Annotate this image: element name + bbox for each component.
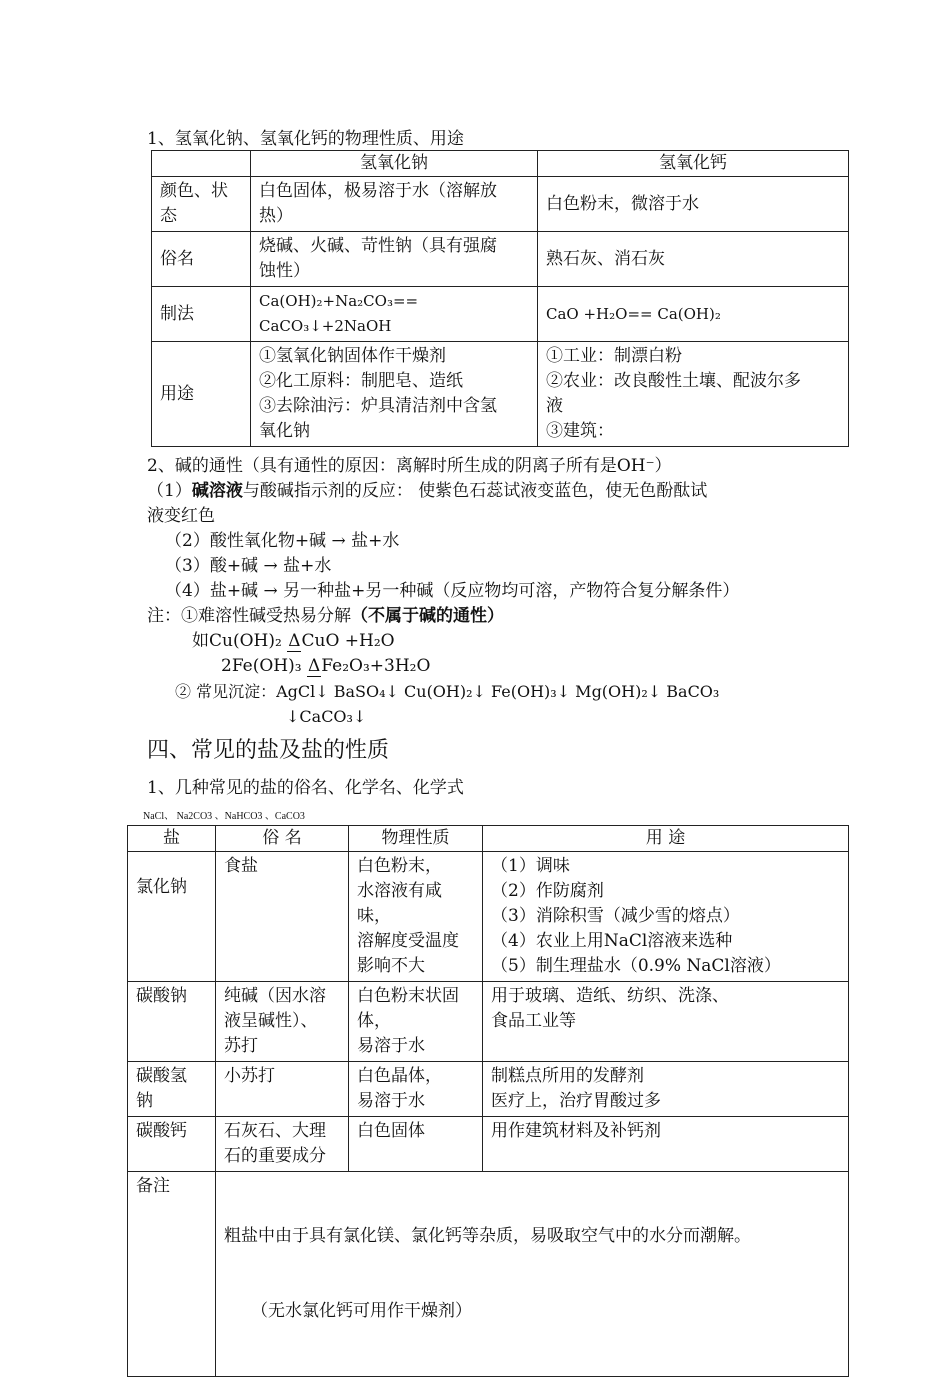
- precipitates-line-2: ↓CaCO₃↓: [286, 707, 367, 726]
- row-label: 俗名: [152, 232, 251, 287]
- cell-line: 医疗上，治疗胃酸过多: [491, 1091, 661, 1111]
- property-1-continued: 液变红色: [147, 506, 215, 526]
- physical-property: [349, 1062, 483, 1117]
- header-caoh: 氢氧化钙: [538, 151, 849, 177]
- row-label: 颜色、状态: [152, 177, 251, 232]
- section2-title: 2、碱的通性（具有通性的原因：离解时所生成的阴离子所有是OH⁻）: [147, 456, 672, 476]
- naoh-cell: [251, 232, 538, 287]
- caoh-cell: [538, 287, 849, 342]
- cell-line: 用作建筑材料及补钙剂: [491, 1121, 661, 1141]
- header-common-name: 俗 名: [216, 826, 349, 852]
- header-blank: [152, 151, 251, 177]
- cell-line: 白色晶体，: [357, 1066, 442, 1086]
- cell-line: 石灰石、大理: [224, 1121, 326, 1141]
- note-line: [147, 604, 504, 629]
- salt-name: [128, 1117, 216, 1172]
- property-1-bold: 碱溶液: [191, 481, 243, 501]
- cell-line: 碳酸钙: [136, 1121, 187, 1141]
- equation-2: [221, 654, 430, 679]
- header-physical: 物理性质: [349, 826, 483, 852]
- cell-line: CaCO₃↓+2NaOH: [259, 317, 392, 335]
- naoh-cell: [251, 287, 538, 342]
- cell-line: 苏打: [224, 1036, 258, 1056]
- caoh-cell: [538, 342, 849, 447]
- cell-line: 液: [546, 396, 563, 416]
- note-text: 注：①难溶性碱受热易分解: [147, 606, 351, 626]
- cell-line: （无水氯化钙可用作干燥剂）: [224, 1301, 473, 1321]
- uses: [483, 852, 849, 982]
- cell-line: （5）制生理盐水（0.9% NaCl溶液）: [491, 956, 781, 976]
- section1-title: 1、氢氧化钠、氢氧化钙的物理性质、用途: [147, 129, 464, 149]
- row-label: 制法: [152, 287, 251, 342]
- physical-property: [349, 852, 483, 982]
- common-name: [216, 982, 349, 1062]
- uses: [483, 982, 849, 1062]
- cell-line: 熟石灰、消石灰: [546, 248, 665, 269]
- cell-line: （2）作防腐剂: [491, 881, 604, 901]
- uses: [483, 1117, 849, 1172]
- cell-line: 食盐: [224, 856, 258, 876]
- cell-line: 液呈碱性）、: [224, 1011, 318, 1031]
- cell-line: 食品工业等: [491, 1011, 576, 1031]
- cell-line: 水溶液有咸: [357, 881, 442, 901]
- cell-line: 易溶于水: [357, 1091, 425, 1111]
- property-1-prefix: （1）: [147, 481, 192, 501]
- header-naoh: 氢氧化钠: [251, 151, 538, 177]
- common-name: [216, 1117, 349, 1172]
- note-bold: （不属于碱的通性）: [351, 606, 504, 626]
- caoh-cell: [538, 177, 849, 232]
- header-uses: 用 途: [483, 826, 849, 852]
- cell-line: ③去除油污：炉具清洁剂中含氢: [259, 396, 497, 416]
- property-3: （3）酸+碱 → 盐+水: [165, 556, 332, 576]
- caoh-cell: [538, 232, 849, 287]
- cell-line: 烧碱、火碱、苛性钠（具有强腐: [259, 236, 497, 256]
- cell-line: 白色粉末状固: [357, 986, 459, 1006]
- cell-line: 纯碱（因水溶: [224, 986, 326, 1006]
- cell-line: 氧化钠: [259, 421, 310, 441]
- property-1-text: 与酸碱指示剂的反应： 使紫色石蕊试液变蓝色，使无色酚酞试: [242, 481, 708, 501]
- equation-2-left: 2Fe(OH)₃: [221, 656, 307, 676]
- equation-2-right: Fe₂O₃+3H₂O: [321, 656, 431, 676]
- uses: [483, 1062, 849, 1117]
- naoh-cell: [251, 342, 538, 447]
- physical-property: [349, 982, 483, 1062]
- common-name: [216, 1062, 349, 1117]
- section4-subheading: 1、几种常见的盐的俗名、化学名、化学式: [147, 778, 464, 798]
- property-4: （4）盐+碱 → 另一种盐+另一种碱（反应物均可溶，产物符合复分解条件）: [165, 581, 740, 601]
- cell-line: 碳酸钠: [136, 986, 187, 1006]
- cell-line: 石的重要成分: [224, 1146, 326, 1166]
- cell-line: 溶解度受温度: [357, 931, 459, 951]
- cell-line: 蚀性）: [259, 261, 310, 281]
- remark-text: [216, 1172, 849, 1377]
- equation-1-right: CuO +H₂O: [301, 631, 395, 651]
- cell-line: 白色固体，极易溶于水（溶解放: [259, 181, 497, 201]
- common-name: [216, 852, 349, 982]
- cell-line: 制糕点所用的发酵剂: [491, 1066, 644, 1086]
- naoh-cell: [251, 177, 538, 232]
- equation-1: [192, 629, 395, 654]
- cell-line: ②化工原料：制肥皂、造纸: [259, 371, 463, 391]
- cell-line: ③建筑：: [546, 421, 614, 441]
- cell-line: 热）: [259, 206, 293, 226]
- cell-line: ①氢氧化钠固体作干燥剂: [259, 346, 446, 366]
- cell-line: （4）农业上用NaCl溶液来选种: [491, 931, 733, 951]
- salt-name: [128, 982, 216, 1062]
- header-salt: 盐: [128, 826, 216, 852]
- cell-line: 白色粉末，: [357, 856, 442, 876]
- delta-symbol: Δ: [288, 631, 301, 651]
- salts-table: [127, 825, 849, 1377]
- cell-line: CaO +H₂O== Ca(OH)₂: [546, 304, 721, 323]
- remark-label: 备注: [128, 1172, 216, 1377]
- salt-name: [128, 1062, 216, 1117]
- cell-line: 白色固体: [357, 1121, 425, 1141]
- cell-line: Ca(OH)₂+Na₂CO₃==: [259, 292, 419, 310]
- hydroxide-table: [151, 150, 849, 447]
- physical-property: [349, 1117, 483, 1172]
- property-2: （2）酸性氧化物+碱 → 盐+水: [165, 531, 400, 551]
- cell-line: 用于玻璃、造纸、纺织、洗涤、: [491, 986, 729, 1006]
- cell-line: 白色粉末，微溶于水: [546, 193, 699, 214]
- cell-line: 粗盐中由于具有氯化镁、氯化钙等杂质，易吸取空气中的水分而潮解。: [224, 1226, 751, 1246]
- equation-1-left: 如Cu(OH)₂: [192, 631, 288, 651]
- cell-line: （1）调味: [491, 856, 570, 876]
- cell-line: 易溶于水: [357, 1036, 425, 1056]
- cell-line: 小苏打: [224, 1066, 275, 1086]
- row-label: 用途: [152, 342, 251, 447]
- section4-heading: 四、常见的盐及盐的性质: [147, 738, 390, 763]
- delta-symbol: Δ: [308, 656, 321, 676]
- cell-line: 钠: [136, 1091, 153, 1111]
- cell-line: ①工业：制漂白粉: [546, 346, 682, 366]
- cell-line: 氯化钠: [136, 877, 187, 897]
- cell-line: 味，: [357, 906, 391, 926]
- cell-line: 影响不大: [357, 956, 425, 976]
- cell-line: 体，: [357, 1011, 391, 1031]
- cell-line: （3）消除积雪（减少雪的熔点）: [491, 906, 740, 926]
- cell-line: 碳酸氢: [136, 1066, 187, 1086]
- cell-line: ②农业：改良酸性土壤、配波尔多: [546, 371, 801, 391]
- formula-note: NaCl、 Na2CO3 、NaHCO3 、CaCO3: [143, 811, 305, 822]
- salt-name: [128, 852, 216, 982]
- precipitates-line-1: ② 常见沉淀：AgCl↓ BaSO₄↓ Cu(OH)₂↓ Fe(OH)₃↓ Mg(OH)₂↓ BaCO₃: [175, 682, 720, 701]
- property-1: [147, 479, 707, 504]
